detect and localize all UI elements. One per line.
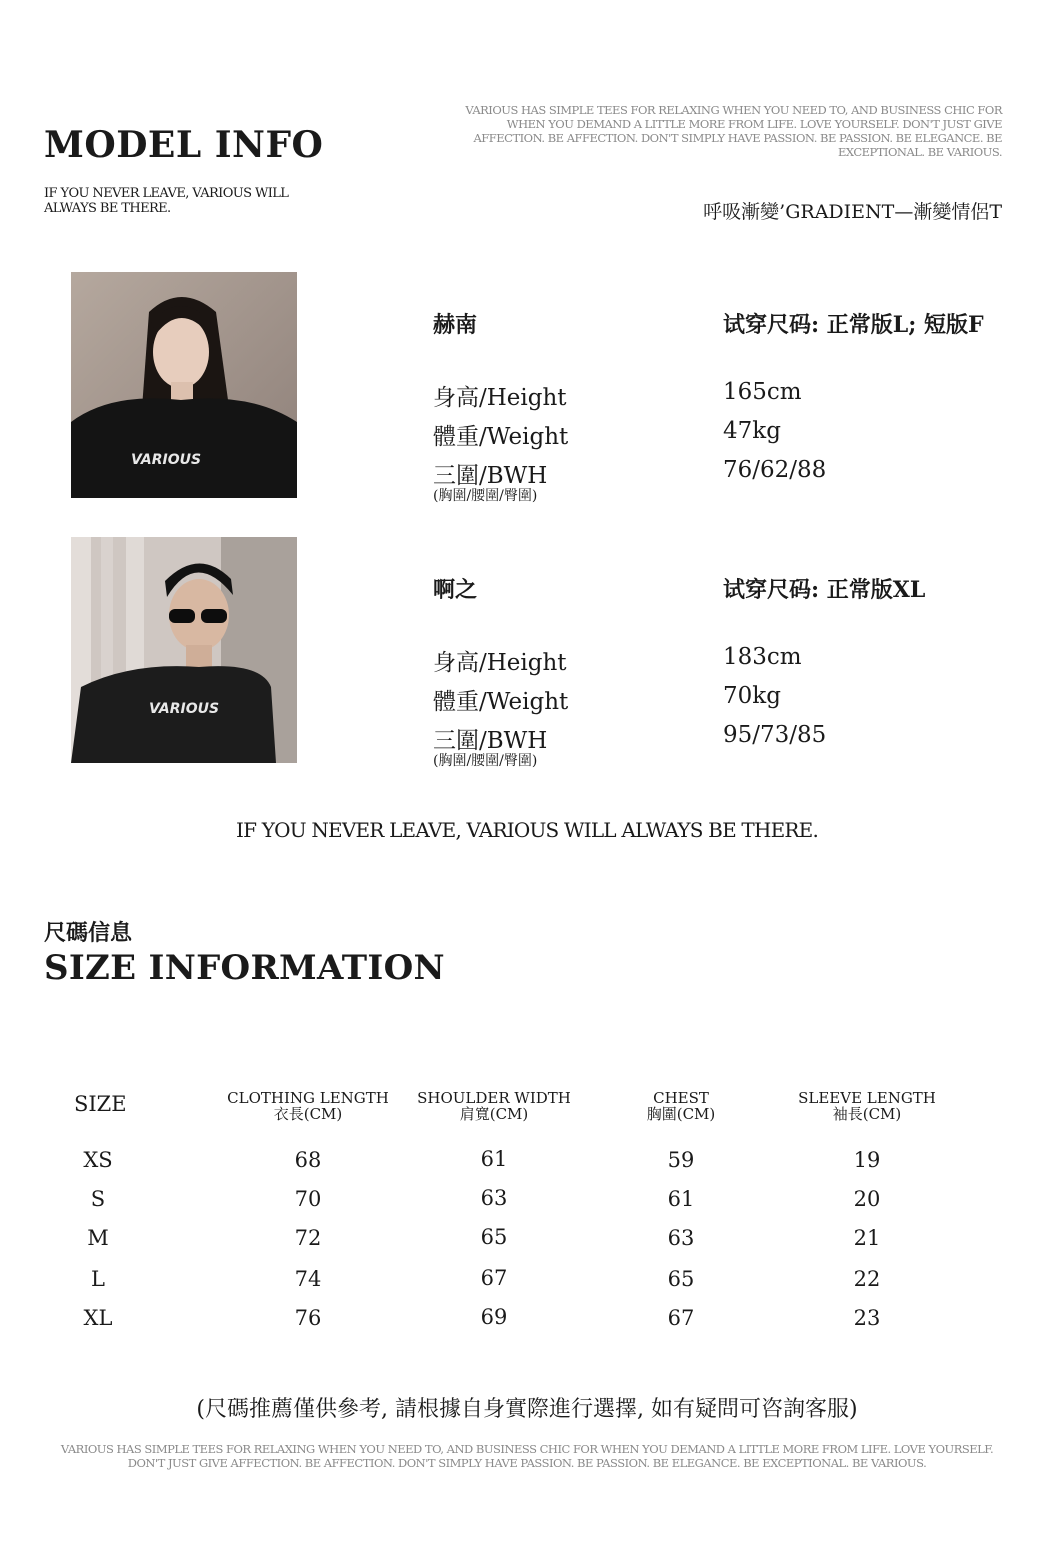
column-header-cn: 胸圍(CM) (646, 1105, 716, 1123)
size-cell: L (91, 1267, 105, 1291)
size-note: (尺碼推薦僅供參考, 請根據自身實際進行選擇, 如有疑問可咨詢客服) (196, 1397, 858, 1422)
size-column-header: SIZE (74, 1092, 127, 1116)
bwh-label: 三圍/BWH (433, 728, 548, 754)
size-cell: S (90, 1187, 106, 1211)
table-cell: 19 (853, 1148, 881, 1172)
table-cell: 72 (294, 1226, 322, 1250)
size-cell: XS (83, 1148, 113, 1172)
weight-label: 體重/Weight (433, 689, 569, 715)
weight-label: 體重/Weight (433, 424, 569, 450)
footer-blurb: VARIOUS HAS SIMPLE TEES FOR RELAXING WHEN YOU NEED TO, AND BUSINESS CHIC FOR WHEN YOU DEMAND A LITTLE MORE FROM LIFE. LOVE YOURSELF. DON'T JUST GIVE AFFECTION. BE AFFECTION. DON'T SIMPLY HAVE PASSION. BE PASSION. BE ELEGANCE. BE EXCEPTIONAL. BE VARIOUS. (60, 1442, 994, 1470)
height-label: 身高/Height (433, 385, 567, 411)
model-fit-size: 试穿尺码: 正常版L; 短版F (723, 312, 984, 338)
table-cell: 22 (853, 1267, 881, 1291)
column-header-en: SHOULDER WIDTH (417, 1089, 571, 1107)
height-value: 183cm (723, 644, 802, 670)
table-cell: 59 (667, 1148, 695, 1172)
column-header-en: CLOTHING LENGTH (227, 1089, 389, 1107)
column-header-cn: 袖長(CM) (832, 1105, 902, 1123)
column-header-cn: 衣長(CM) (273, 1105, 343, 1123)
table-cell: 20 (853, 1187, 881, 1211)
table-cell: 21 (853, 1226, 881, 1250)
size-cell: M (87, 1226, 109, 1250)
slogan: IF YOU NEVER LEAVE, VARIOUS WILL ALWAYS BE THERE. (235, 818, 819, 842)
model-name: 啊之 (433, 577, 478, 603)
header-tagline: IF YOU NEVER LEAVE, VARIOUS WILL ALWAYS BE THERE. (44, 186, 289, 216)
svg-text:VARIOUS: VARIOUS (131, 452, 202, 468)
product-name: 呼吸漸變’GRADIENT—漸變情侶T (703, 201, 1002, 223)
bwh-label: 三圍/BWH (433, 463, 548, 489)
model-photo-male (71, 537, 297, 763)
column-header-en: CHEST (653, 1089, 709, 1107)
height-label: 身高/Height (433, 650, 567, 676)
column-header-chest (581, 1090, 781, 1122)
table-cell: 74 (294, 1267, 322, 1291)
size-cell: XL (83, 1306, 113, 1330)
table-cell: 68 (294, 1148, 322, 1172)
column-header-sleeve-length (767, 1090, 967, 1122)
table-cell: 76 (294, 1306, 322, 1330)
table-cell: 61 (480, 1147, 508, 1171)
table-cell: 65 (667, 1267, 695, 1291)
weight-value: 47kg (723, 418, 781, 444)
model-fit-size: 试穿尺码: 正常版XL (723, 577, 926, 603)
weight-value: 70kg (723, 683, 781, 709)
column-header-en: SLEEVE LENGTH (798, 1089, 936, 1107)
table-cell: 67 (667, 1306, 695, 1330)
bwh-value: 95/73/85 (723, 722, 827, 748)
height-value: 165cm (723, 379, 802, 405)
table-cell: 70 (294, 1187, 322, 1211)
model-photo-female (71, 272, 297, 498)
bwh-sub-label: (胸圍/腰圍/臀圍) (433, 753, 538, 769)
table-cell: 61 (667, 1187, 695, 1211)
table-cell: 23 (853, 1306, 881, 1330)
table-cell: 63 (480, 1186, 508, 1210)
column-header-clothing-length (208, 1090, 408, 1122)
model-name: 赫南 (433, 312, 478, 338)
bwh-value: 76/62/88 (723, 457, 827, 483)
table-cell: 63 (667, 1226, 695, 1250)
table-cell: 65 (480, 1225, 508, 1249)
size-title-cn: 尺碼信息 (44, 920, 133, 946)
size-title-en: SIZE INFORMATION (44, 948, 445, 988)
page-title: MODEL INFO (44, 124, 324, 166)
column-header-shoulder-width (394, 1090, 594, 1122)
table-cell: 67 (480, 1266, 508, 1290)
table-cell: 69 (480, 1305, 508, 1329)
svg-text:VARIOUS: VARIOUS (149, 701, 220, 717)
bwh-sub-label: (胸圍/腰圍/臀圍) (433, 488, 538, 504)
column-header-cn: 肩寬(CM) (459, 1105, 529, 1123)
brand-blurb: VARIOUS HAS SIMPLE TEES FOR RELAXING WHEN YOU NEED TO, AND BUSINESS CHIC FOR WHEN YOU DEMAND A LITTLE MORE FROM LIFE. LOVE YOURSELF. DON'T JUST GIVE AFFECTION. BE AFFECTION. DON'T SIMPLY HAVE PASSION. BE PASSION. BE ELEGANCE. BE EXCEPTIONAL. BE VARIOUS. (465, 103, 1002, 159)
